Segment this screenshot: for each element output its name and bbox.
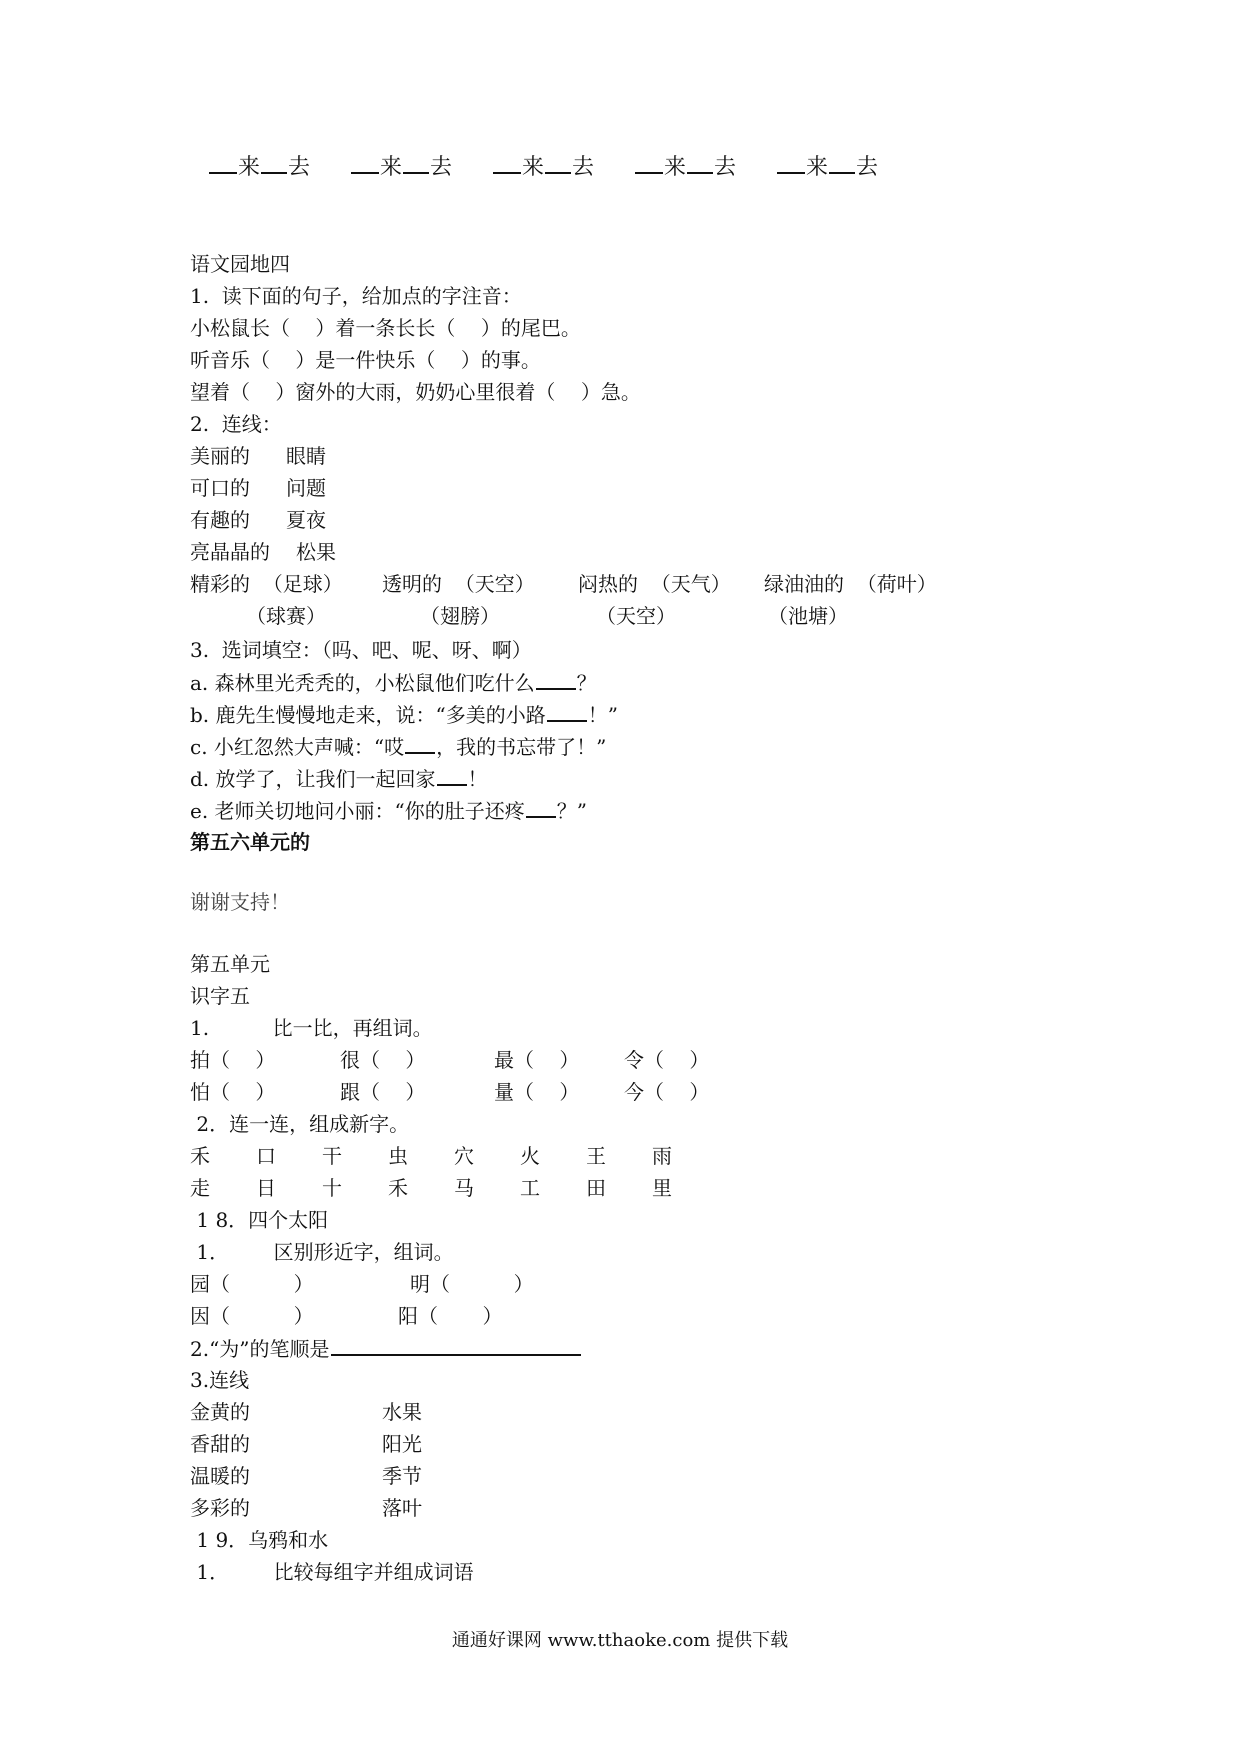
compare-item: 今（ ）: [624, 1080, 710, 1104]
stroke-question: 2.“为”的笔顺是: [190, 1334, 582, 1363]
char: 穴: [454, 1144, 474, 1168]
fill-item: c. 小红忽然大声喊：“哎 ，我的书忘带了！”: [190, 732, 606, 761]
word-item: 阳（ ）: [398, 1304, 503, 1328]
question-3: 3. 选词填空：（吗、吧、呢、呀、啊）: [190, 638, 532, 662]
word-option: 绿油油的 （荷叶）: [764, 572, 937, 596]
question-1: 1． 区别形近字，组词。: [190, 1240, 454, 1264]
char: 工: [520, 1176, 540, 1200]
compare-item: 怕（ ）: [190, 1080, 276, 1104]
fill-item: e. 老师关切地问小丽：“你的肚子还疼 ？”: [190, 796, 587, 825]
blank-item: 来 去: [492, 152, 594, 183]
question-1: 1. 比一比，再组词。: [190, 1016, 433, 1040]
subsection-title: 识字五: [190, 984, 250, 1008]
blank-item: 来 去: [350, 152, 452, 183]
pair-left: 亮晶晶的: [190, 540, 270, 564]
link-left: 金黄的: [190, 1400, 250, 1424]
lesson-title: 1 8．四个太阳: [190, 1208, 329, 1232]
link-right: 水果: [382, 1400, 422, 1424]
compare-item: 很（ ）: [340, 1048, 426, 1072]
sentence-1: 小松鼠长（ ）着一条长长（ ）的尾巴。: [190, 316, 581, 340]
char: 十: [322, 1176, 342, 1200]
char: 雨: [652, 1144, 672, 1168]
blank-item: 来 去: [634, 152, 736, 183]
section-heading: 第五六单元的: [190, 830, 310, 854]
char: 王: [586, 1144, 606, 1168]
char: 田: [586, 1176, 606, 1200]
char: 火: [520, 1144, 540, 1168]
compare-item: 最（ ）: [494, 1048, 580, 1072]
pair-left: 美丽的: [190, 444, 250, 468]
char: 里: [652, 1176, 672, 1200]
page-footer: 通通好课网 www.tthaoke.com 提供下载: [451, 1630, 789, 1651]
word-option: 透明的 （天空）: [382, 572, 535, 596]
fill-item: d. 放学了，让我们一起回家 ！: [190, 764, 488, 793]
sentence-3: 望着（ ）窗外的大雨，奶奶心里很着（ ）急。: [190, 380, 641, 404]
word-item: 因（ ）: [190, 1304, 314, 1328]
question-1: 1. 读下面的句子，给加点的字注音：: [190, 284, 522, 308]
link-left: 温暖的: [190, 1464, 250, 1488]
question-3: 3.连线: [190, 1368, 250, 1392]
char: 禾: [190, 1144, 210, 1168]
fill-item: b. 鹿先生慢慢地走来，说：“多美的小路 ！”: [190, 700, 618, 729]
word-option: （池塘）: [768, 604, 848, 628]
char: 干: [322, 1144, 342, 1168]
compare-item: 令（ ）: [624, 1048, 710, 1072]
thanks-text: 谢谢支持！: [190, 890, 290, 914]
char: 马: [454, 1176, 474, 1200]
sentence-2: 听音乐（ ）是一件快乐（ ）的事。: [190, 348, 541, 372]
word-item: 园（ ）: [190, 1272, 314, 1296]
char: 走: [190, 1176, 210, 1200]
compare-item: 跟（ ）: [340, 1080, 426, 1104]
pair-right: 夏夜: [286, 508, 326, 532]
section-title: 语文园地四: [190, 252, 290, 276]
word-option: （球赛）: [246, 604, 326, 628]
question-2: 2. 连线：: [190, 412, 282, 436]
link-right: 阳光: [382, 1432, 422, 1456]
compare-item: 量（ ）: [494, 1080, 580, 1104]
link-right: 季节: [382, 1464, 422, 1488]
char: 禾: [388, 1176, 408, 1200]
blank-item: 来 去: [208, 152, 310, 183]
word-option: （翅膀）: [420, 604, 500, 628]
question-2: 2．连一连，组成新字。: [190, 1112, 410, 1136]
compare-item: 拍（ ）: [190, 1048, 276, 1072]
question-1: 1． 比较每组字并组成词语: [190, 1560, 474, 1584]
pair-right: 松果: [296, 540, 336, 564]
pair-left: 有趣的: [190, 508, 250, 532]
pair-right: 眼睛: [286, 444, 326, 468]
pair-right: 问题: [286, 476, 326, 500]
char: 日: [256, 1176, 276, 1200]
pair-left: 可口的: [190, 476, 250, 500]
word-option: （天空）: [596, 604, 676, 628]
unit-title: 第五单元: [190, 952, 270, 976]
link-right: 落叶: [382, 1496, 422, 1520]
blank-item: 来 去: [776, 152, 878, 183]
word-option: 精彩的 （足球）: [190, 572, 343, 596]
link-left: 多彩的: [190, 1496, 250, 1520]
word-option: 闷热的 （天气）: [578, 572, 731, 596]
char: 口: [256, 1144, 276, 1168]
char: 虫: [388, 1144, 408, 1168]
lesson-title: 1 9．乌鸦和水: [190, 1528, 329, 1552]
link-left: 香甜的: [190, 1432, 250, 1456]
word-item: 明（ ）: [410, 1272, 534, 1296]
fill-item: a. 森林里光秃秃的，小松鼠他们吃什么 ？: [190, 668, 597, 697]
